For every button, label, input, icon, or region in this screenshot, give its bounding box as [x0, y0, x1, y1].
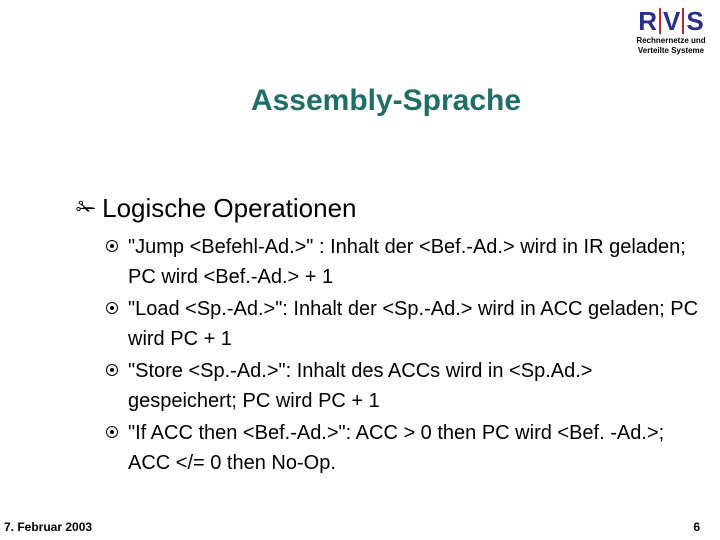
target-bullet-icon — [106, 364, 118, 376]
list-item — [106, 418, 706, 478]
list-item-text: "If ACC then <Bef.-Ad.>": ACC > 0 then PC wird <Bef. -Ad.>; ACC </= 0 then No-Op. — [128, 422, 665, 474]
logo-mark — [628, 6, 714, 36]
page-number: 6 — [693, 520, 700, 534]
logo-letter-r: R — [638, 6, 658, 36]
logo-separator — [659, 8, 661, 34]
logo-letter-v: V — [663, 6, 681, 36]
list-item-text: "Jump <Befehl-Ad.>" : Inhalt der <Bef.-Ad.> wird in IR geladen; PC wird <Bef.-Ad.> + 1 — [128, 236, 686, 288]
level1-text: Logische Operationen — [102, 193, 357, 223]
logo-separator — [682, 8, 684, 34]
footer-date: 7. Februar 2003 — [4, 520, 93, 534]
logo-subtitle-line-2: Verteilte Systeme — [637, 46, 705, 55]
list-item — [106, 232, 706, 292]
scissors-icon: ✁ — [76, 194, 97, 222]
list-item-text: "Load <Sp.-Ad.>": Inhalt der <Sp.-Ad.> wird in ACC geladen; PC wird PC + 1 — [128, 298, 699, 350]
target-bullet-icon — [106, 240, 118, 252]
list-item-text: "Store <Sp.-Ad.>": Inhalt des ACCs wird in <Sp.Ad.> gespeichert; PC wird PC + 1 — [128, 360, 593, 412]
list-item — [106, 356, 706, 416]
target-bullet-icon — [106, 302, 118, 314]
level1-bullet — [76, 193, 357, 224]
list-item — [106, 294, 706, 354]
rvs-logo — [628, 6, 714, 56]
bullet-list — [106, 232, 706, 480]
slide-title: Assembly-Sprache — [250, 84, 522, 117]
logo-letter-s: S — [686, 6, 704, 36]
logo-subtitle-line-1: Rechnernetze und — [636, 36, 706, 45]
target-bullet-icon — [106, 426, 118, 438]
